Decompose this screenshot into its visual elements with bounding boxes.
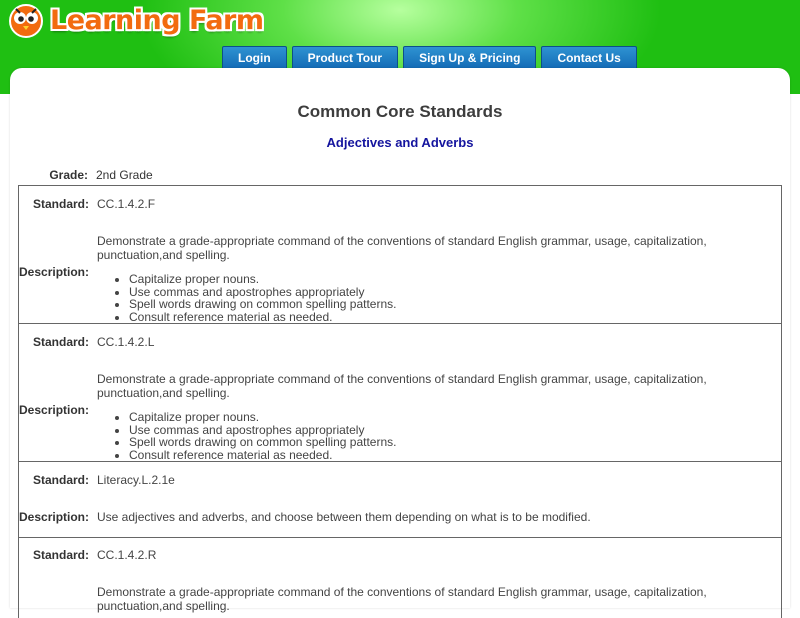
standard-block [19,462,781,538]
page-title: Common Core Standards [297,102,503,121]
description-bullets [97,273,781,323]
standard-label: Standard: [32,473,89,487]
logo[interactable] [8,3,264,37]
description-paragraph: Demonstrate a grade-appropriate command of the conventions of standard English grammar, usage, capitalization, punctuation,and spelling. [97,585,707,613]
nav-signup-pricing-button[interactable]: Sign Up & Pricing [403,46,536,69]
grade-value: 2nd Grade [96,168,153,182]
list-item: • Consult reference material as needed. [129,311,781,324]
description-label: Description: [19,265,90,279]
list-item: • Capitalize proper nouns. [129,411,781,424]
description-label: Description: [19,403,90,417]
standard-block [19,538,781,618]
description-label: Description: [19,510,90,524]
standard-label: Standard: [32,197,89,211]
description-paragraph: Use adjectives and adverbs, and choose between them depending on what is to be modified. [97,510,591,524]
owl-logo-icon [8,2,44,38]
description-paragraph: Demonstrate a grade-appropriate command of the conventions of standard English grammar, usage, capitalization, punctuation,and spelling. [97,234,707,262]
standard-label: Standard: [32,335,89,349]
description-bullets [97,411,781,461]
nav-product-tour-button[interactable]: Product Tour [292,46,398,69]
description-label-spacer [19,585,97,613]
standard-code: CC.1.4.2.R [97,548,157,562]
standard-label: Standard: [32,548,89,562]
standard-block [19,186,781,324]
grade-row [18,168,153,182]
standard-code: Literacy.L.2.1e [97,473,175,487]
standards-table [18,185,782,618]
list-item: • Use commas and apostrophes appropriately [129,424,781,437]
description-text [97,372,781,461]
page-subtitle: Adjectives and Adverbs [326,135,474,150]
list-item: • Consult reference material as needed. [129,449,781,462]
list-item: • Use commas and apostrophes appropriately [129,286,781,299]
logo-text: Learning Farm [50,4,264,36]
list-item: • Capitalize proper nouns. [129,273,781,286]
list-item: • Spell words drawing on common spelling patterns. [129,298,781,311]
nav-login-button[interactable]: Login [222,46,287,69]
description-text [97,234,781,323]
standard-code: CC.1.4.2.F [97,197,156,211]
standard-code: CC.1.4.2.L [97,335,155,349]
nav-contact-us-button[interactable]: Contact Us [541,46,636,69]
main-nav [222,46,637,69]
grade-label: Grade: [49,168,88,182]
list-item: • Spell words drawing on common spelling patterns. [129,436,781,449]
standard-block [19,324,781,462]
description-paragraph: Demonstrate a grade-appropriate command of the conventions of standard English grammar, usage, capitalization, punctuation,and spelling. [97,372,707,400]
